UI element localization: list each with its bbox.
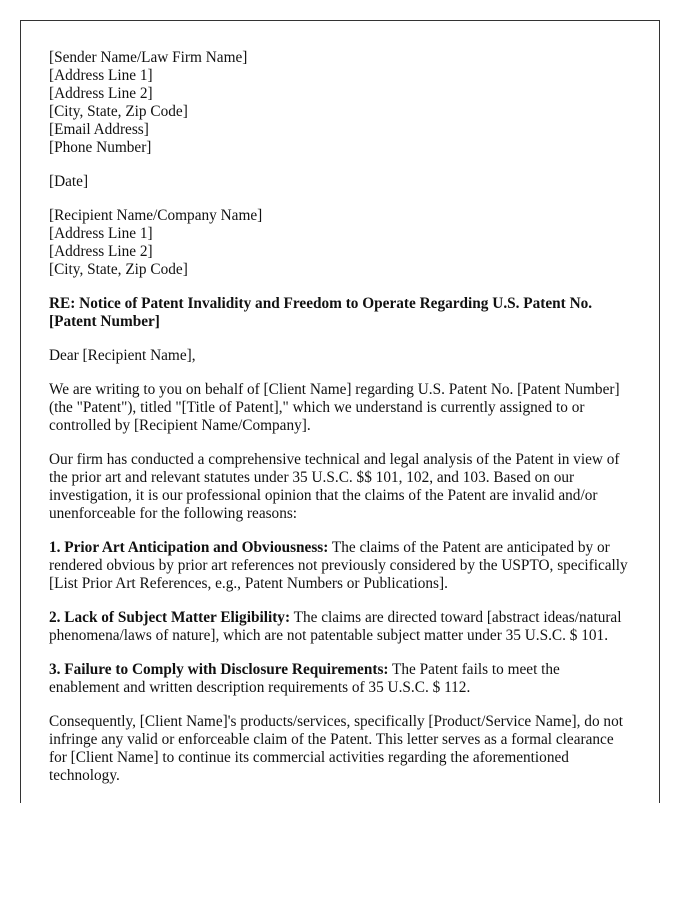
letter-body: [49, 49, 631, 785]
reason-item-1: [49, 539, 631, 593]
letter-date: [Date]: [49, 173, 89, 190]
salutation: Dear [Recipient Name],: [49, 347, 196, 364]
reason-item-3: [49, 661, 631, 697]
sender-address-line-1: [Address Line 1]: [49, 67, 153, 84]
recipient-address-line-2: [Address Line 2]: [49, 243, 153, 260]
reason-label-3: 3. Failure to Comply with Disclosure Requirements:: [49, 661, 389, 678]
reason-text-3: The Patent fails to meet the enablement and written description requirements of 35 U.S.C. $ 112.: [49, 661, 560, 696]
sender-block: [49, 49, 631, 157]
recipient-city-state-zip: [City, State, Zip Code]: [49, 261, 188, 278]
date-block: [49, 173, 631, 191]
subject-line: RE: Notice of Patent Invalidity and Freedom to Operate Regarding U.S. Patent No. [Patent Number]: [49, 295, 593, 330]
reason-text-1: The claims of the Patent are anticipated by or rendered obvious by prior art references not previously considered by the USPTO, specifically [List Prior Art References, e.g., Patent Numbers or Publications].: [49, 539, 628, 592]
reason-item-2: [49, 609, 631, 645]
sender-address-line-2: [Address Line 2]: [49, 85, 153, 102]
reason-label-2: 2. Lack of Subject Matter Eligibility:: [49, 609, 291, 626]
sender-phone: [Phone Number]: [49, 139, 152, 156]
recipient-name: [Recipient Name/Company Name]: [49, 207, 263, 224]
recipient-address-line-1: [Address Line 1]: [49, 225, 153, 242]
analysis-paragraph: Our firm has conducted a comprehensive technical and legal analysis of the Patent in view of the prior art and relevant statutes under 35 U.S.C. $$ 101, 102, and 103. Based on our investigation, it is our professional opinion that the claims of the Patent are invalid and/or unenforceable for the following reasons:: [49, 451, 620, 522]
reason-label-1: 1. Prior Art Anticipation and Obviousness:: [49, 539, 329, 556]
letter-page: [20, 20, 660, 803]
conclusion-paragraph: Consequently, [Client Name]'s products/services, specifically [Product/Service Name], do not infringe any valid or enforceable claim of the Patent. This letter serves as a formal clearance for [Client Name] to continue its commercial activities regarding the aforementioned technology.: [49, 713, 623, 784]
recipient-block: [49, 207, 631, 279]
intro-paragraph: We are writing to you on behalf of [Client Name] regarding U.S. Patent No. [Patent Number] (the "Patent"), titled "[Title of Patent]," which we understand is currently assigned to or controlled by [Recipient Name/Company].: [49, 381, 620, 434]
reason-text-2: The claims are directed toward [abstract ideas/natural phenomena/laws of nature], which are not patentable subject matter under 35 U.S.C. $ 101.: [49, 609, 622, 644]
sender-email: [Email Address]: [49, 121, 149, 138]
sender-city-state-zip: [City, State, Zip Code]: [49, 103, 188, 120]
sender-name: [Sender Name/Law Firm Name]: [49, 49, 248, 66]
